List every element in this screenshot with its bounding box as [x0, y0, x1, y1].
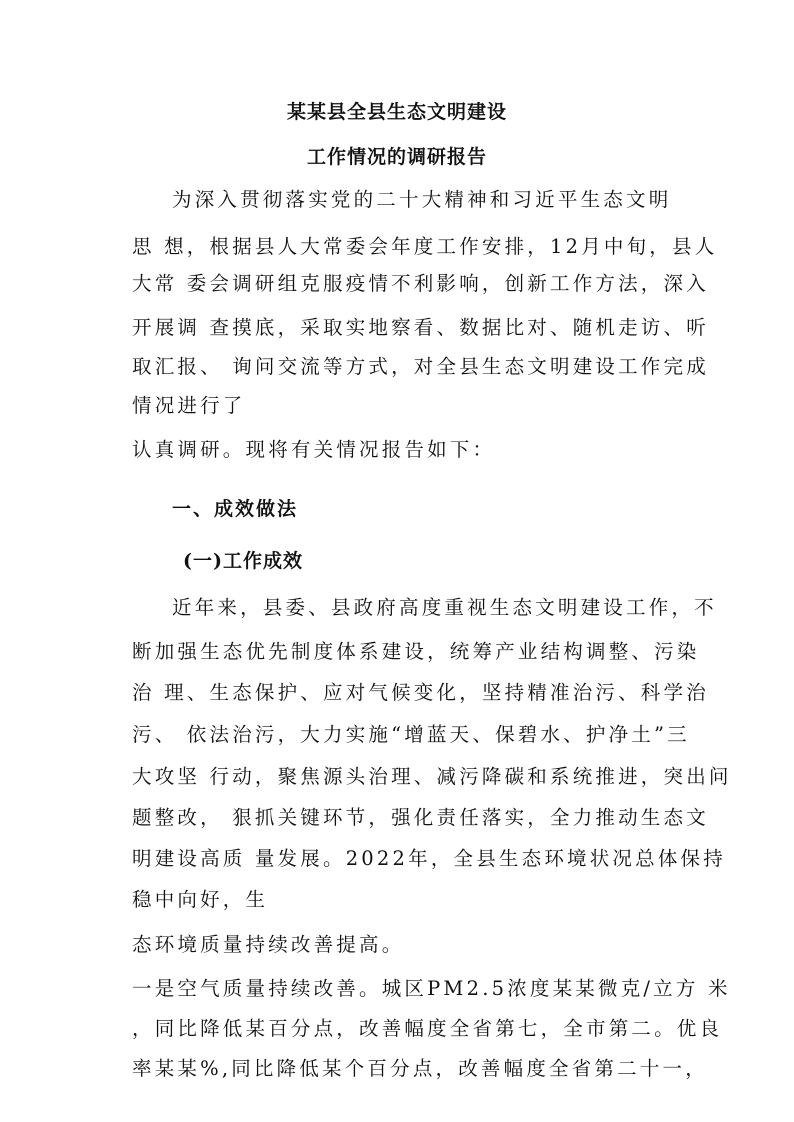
intro-line-3: 大常 委会调研组克服疫情不利影响，创新工作方法，深入	[132, 272, 709, 295]
body-line-2: 断加强生态优先制度体系建设，统筹产业结构调整、污染	[132, 640, 700, 663]
intro-line-1: 为深入贯彻落实党的二十大精神和习近平生态文明	[172, 188, 672, 211]
intro-line-7: 认真调研。现将有关情况报告如下：	[132, 438, 496, 461]
air-line-2: ，同比降低某百分点，改善幅度全省第七，全市第二。优良	[132, 1017, 723, 1040]
body-line-4: 污、 依法治污，大力实施“增蓝天、保碧水、护净土”三	[132, 723, 690, 746]
subsection-heading: (一)工作成效	[183, 550, 303, 572]
body-line-1: 近年来，县委、县政府高度重视生态文明建设工作，不	[172, 596, 717, 619]
title-line-2: 工作情况的调研报告	[306, 146, 487, 168]
body-line-8: 稳中向好，生	[132, 888, 269, 911]
section-heading: 一、成效做法	[172, 498, 299, 520]
body-line-5: 大攻坚 行动，聚焦源头治理、减污降碳和系统推进，突出问	[132, 765, 732, 788]
body-line-3: 治 理、生态保护、应对气候变化，坚持精准治污、科学治	[132, 681, 709, 704]
body-line-7: 明建设高质 量发展。2022年，全县生态环境状况总体保持	[132, 847, 726, 870]
intro-line-2: 思 想，根据县人大常委会年度工作安排，12月中旬，县人	[132, 235, 718, 258]
intro-line-6: 情况进行了	[132, 394, 246, 417]
body-line-9: 态环境质量持续改善提高。	[132, 933, 405, 956]
title-line-1: 某某县全县生态文明建设	[286, 101, 507, 123]
air-line-3: 率某某%,同比降低某个百分点，改善幅度全省第二十一，	[132, 1057, 708, 1080]
intro-line-4: 开展调 查摸底，采取实地察看、数据比对、随机走访、听	[132, 316, 709, 339]
air-line-1: 一是空气质量持续改善。城区PM2.5浓度某某微克/立方 米	[132, 977, 731, 1000]
body-line-6: 题整改， 狠抓关键环节，强化责任落实，全力推动生态文	[132, 806, 709, 829]
intro-line-5: 取汇报、 询问交流等方式，对全县生态文明建设工作完成	[132, 355, 709, 378]
